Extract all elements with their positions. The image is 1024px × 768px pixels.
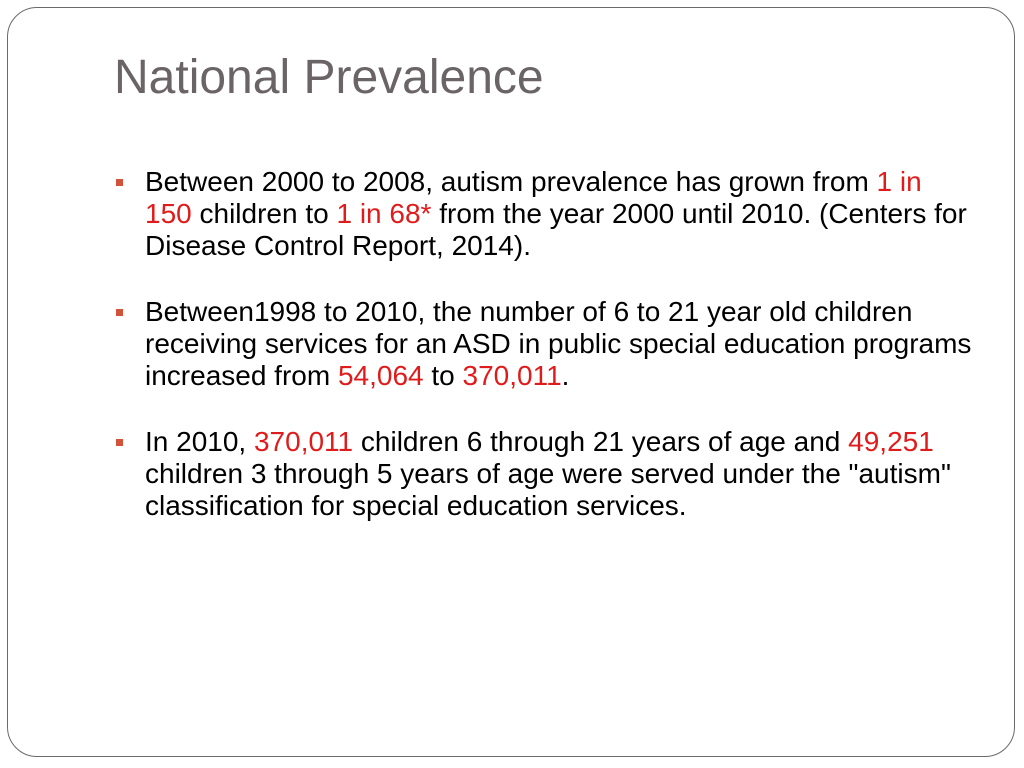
bullet-text-segment: Between1998 to 2010, the number of 6 to 21 year old children receiving services for an ASD in public special education programs increased from: [145, 296, 972, 391]
bullet-text-segment: children 6 through 21 years of age and: [353, 426, 849, 457]
bullet-text-segment: .: [561, 360, 570, 391]
highlight-text: 54,064: [337, 360, 424, 391]
bullet-item: [114, 166, 974, 262]
bullet-item: [114, 296, 974, 392]
bullet-list: [114, 166, 974, 556]
highlight-text: 49,251: [848, 426, 934, 457]
bullet-text-segment: In 2010,: [145, 426, 254, 457]
bullet-text-segment: from the year 2000 until 2010. (Centers for Disease Control Report, 2014).: [145, 198, 967, 261]
square-bullet-icon: [116, 439, 123, 446]
square-bullet-icon: [116, 309, 123, 316]
slide-title: National Prevalence: [114, 51, 544, 104]
bullet-text-segment: children to: [191, 198, 337, 229]
bullet-text-segment: to: [423, 360, 463, 391]
highlight-text: 1 in 150: [145, 166, 922, 229]
square-bullet-icon: [116, 179, 123, 186]
highlight-text: 1 in 68*: [336, 198, 432, 229]
highlight-text: 370,011: [253, 426, 354, 457]
highlight-text: 370,011: [462, 360, 562, 391]
bullet-item: [114, 426, 974, 522]
bullet-text-segment: Between 2000 to 2008, autism prevalence has grown from: [145, 166, 877, 197]
bullet-text-segment: children 3 through 5 years of age were served under the "autism" classification for special education services.: [145, 458, 951, 521]
